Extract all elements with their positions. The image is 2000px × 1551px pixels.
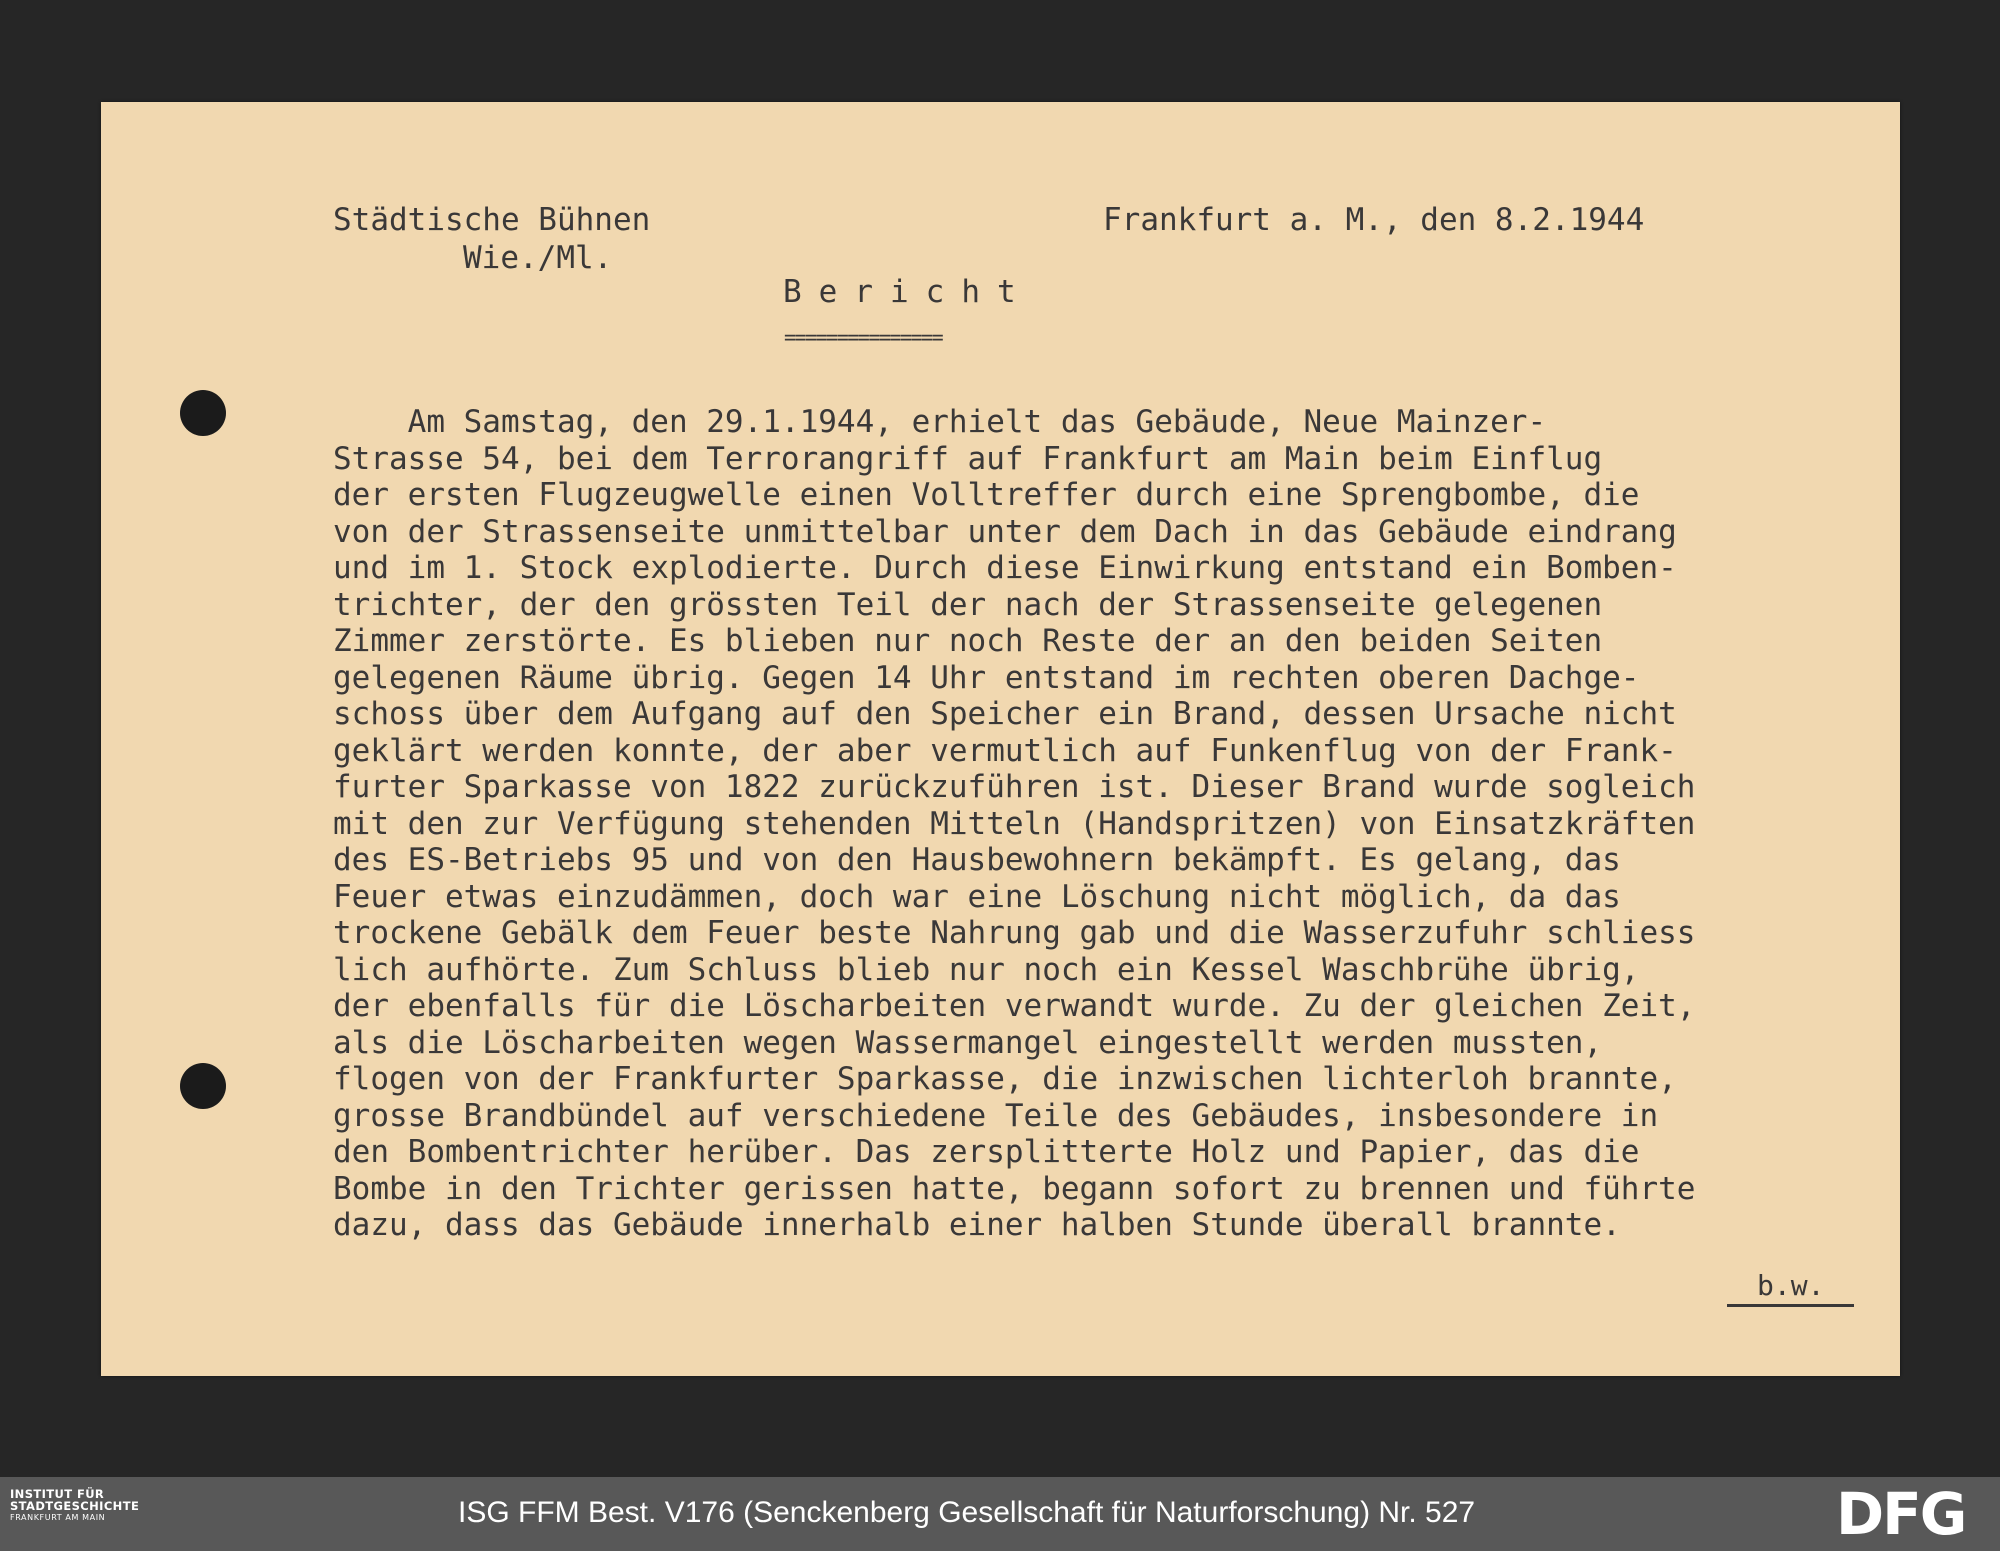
- body-line: und im 1. Stock explodierte. Durch diese Einwirkung entstand ein Bomben-: [333, 550, 1677, 586]
- document-page: [101, 102, 1900, 1376]
- body-line: Zimmer zerstörte. Es blieben nur noch Reste der an den beiden Seiten: [333, 623, 1603, 659]
- report-body: [333, 404, 1695, 1244]
- body-line: trockene Gebälk dem Feuer beste Nahrung gab und die Wasserzufuhr schliess: [333, 915, 1696, 951]
- body-line: lich aufhörte. Zum Schluss blieb nur noch ein Kessel Waschbrühe übrig,: [333, 951, 1640, 988]
- institute-line-3: FRANKFURT AM MAIN: [10, 1513, 106, 1522]
- institute-logo: [10, 1488, 170, 1523]
- body-line: schoss über dem Aufgang auf den Speicher ein Brand, dessen Ursache nicht: [333, 696, 1677, 732]
- sender-name: Städtische Bühnen: [333, 202, 651, 238]
- document-title: Bericht: [783, 274, 1033, 310]
- body-line: von der Strassenseite unmittelbar unter dem Dach in das Gebäude eindrang: [333, 513, 1677, 550]
- body-line: der ersten Flugzeugwelle einen Volltreffer durch eine Sprengbombe, die: [333, 477, 1640, 513]
- body-line: furter Sparkasse von 1822 zurückzuführen ist. Dieser Brand wurde sogleich: [333, 769, 1696, 805]
- body-line: geklärt werden konnte, der aber vermutlich auf Funkenflug von der Frank-: [333, 732, 1677, 769]
- body-line: Feuer etwas einzudämmen, doch war eine Löschung nicht möglich, da das: [333, 878, 1621, 915]
- body-line: dazu, dass das Gebäude innerhalb einer halben Stunde überall brannte.: [333, 1207, 1621, 1243]
- body-line: der ebenfalls für die Löscharbeiten verwandt wurde. Zu der gleichen Zeit,: [333, 988, 1696, 1024]
- body-line: Bombe in den Trichter gerissen hatte, begann sofort zu brennen und führte: [333, 1170, 1696, 1207]
- institute-line-1: INSTITUT FÜR: [10, 1487, 105, 1501]
- body-line: mit den zur Verfügung stehenden Mitteln (Handspritzen) von Einsatzkräften: [333, 805, 1696, 842]
- institute-line-2: STADTGESCHICHTE: [10, 1499, 140, 1513]
- place-date: Frankfurt a. M., den 8.2.1944: [1103, 202, 1645, 238]
- body-line: als die Löscharbeiten wegen Wassermangel eingestellt werden mussten,: [333, 1024, 1603, 1061]
- dfg-logo: DFG: [1836, 1480, 1966, 1548]
- title-underline: ===============: [784, 325, 943, 349]
- body-line: gelegenen Räume übrig. Gegen 14 Uhr entstand im rechten oberen Dachge-: [333, 659, 1640, 696]
- body-line: den Bombentrichter herüber. Das zersplitterte Holz und Papier, das die: [333, 1134, 1640, 1170]
- body-line: grosse Brandbündel auf verschiedene Teile des Gebäudes, insbesondere in: [333, 1097, 1659, 1134]
- body-line: Am Samstag, den 29.1.1944, erhielt das Gebäude, Neue Mainzer-: [333, 404, 1547, 440]
- please-turn-over: b.w.: [1727, 1270, 1854, 1307]
- body-line: flogen von der Frankfurter Sparkasse, die inzwischen lichterloh brannte,: [333, 1061, 1677, 1097]
- body-line: trichter, der den grössten Teil der nach der Strassenseite gelegenen: [333, 586, 1603, 623]
- body-line: des ES-Betriebs 95 und von den Hausbewohnern bekämpft. Es gelang, das: [333, 842, 1621, 878]
- body-line: Strasse 54, bei dem Terrorangriff auf Frankfurt am Main beim Einflug: [333, 440, 1603, 477]
- punch-hole-top: [180, 390, 226, 436]
- reference-code: Wie./Ml.: [463, 240, 613, 276]
- archive-caption: ISG FFM Best. V176 (Senckenberg Gesellschaft für Naturforschung) Nr. 527: [458, 1496, 1476, 1529]
- archive-footer: [0, 1477, 2000, 1551]
- punch-hole-bottom: [180, 1063, 226, 1109]
